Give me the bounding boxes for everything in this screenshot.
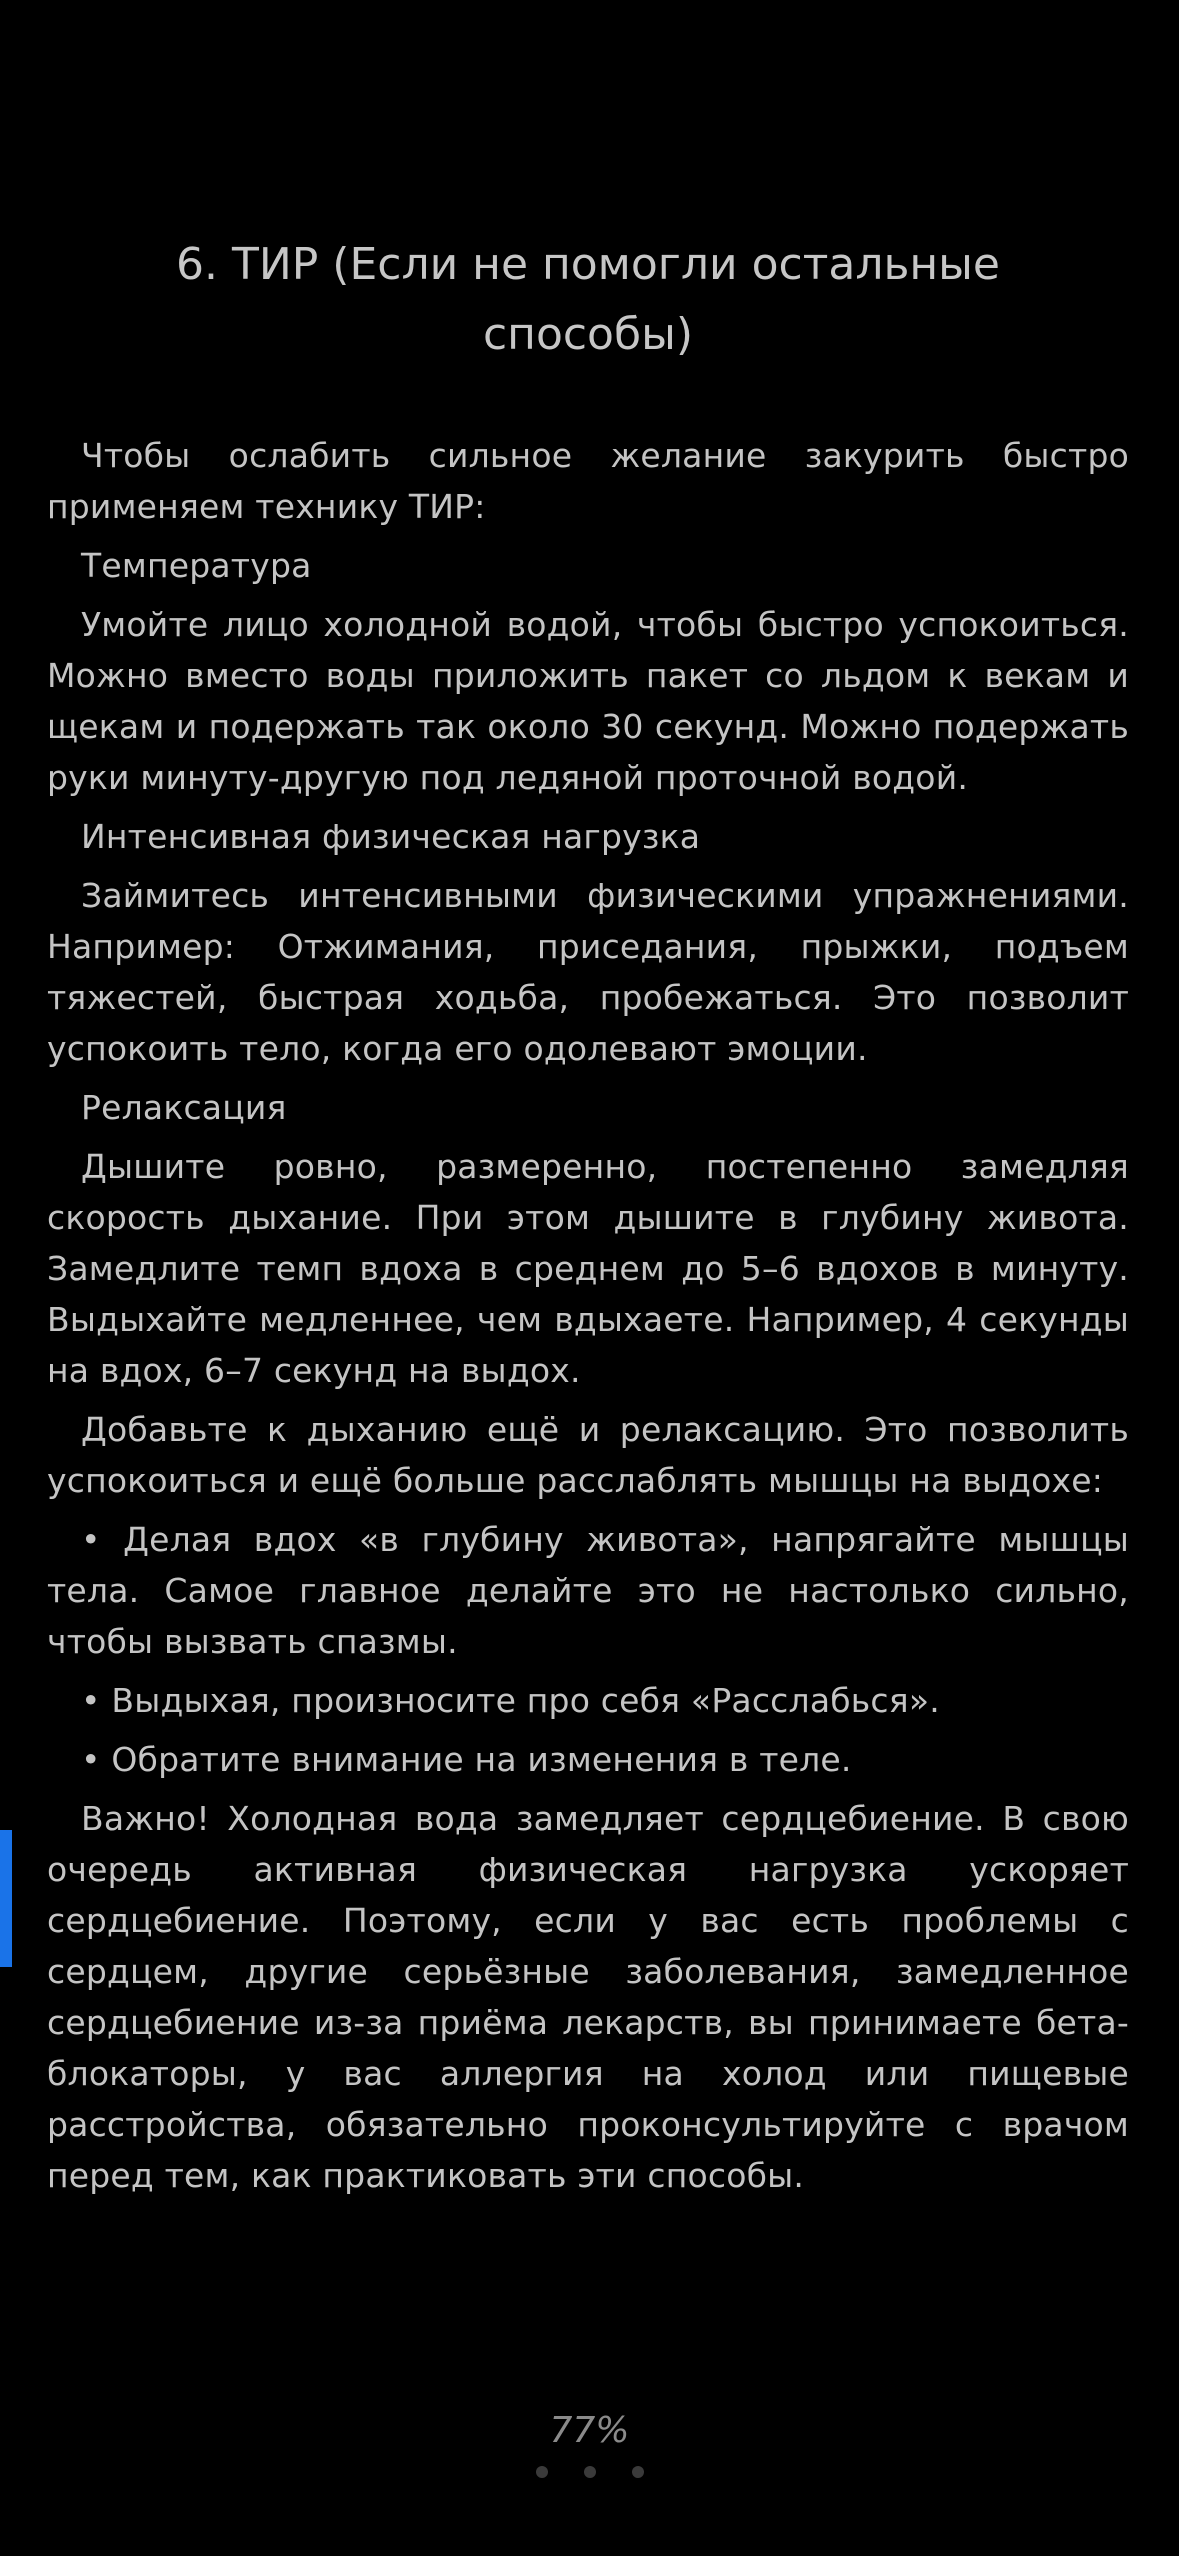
paragraph-heading-exercise: Интенсивная физическая нагрузка <box>81 817 701 856</box>
page-dot <box>632 2466 644 2478</box>
chapter-title: 6. ТИР (Если не помогли остальные способы) <box>176 239 1000 360</box>
paragraph-exercise: Займитесь интенсивными физическими упражнениями. Например: Отжимания, приседания, прыжки, подъем тяжестей, быстрая ходьба, пробежаться. Это позволит успокоить тело, когда его одолевают эмоции. <box>47 876 1129 1068</box>
bookmark-marker[interactable] <box>0 1830 12 1967</box>
bullet-item: • Обратите внимание на изменения в теле. <box>81 1740 852 1779</box>
reading-progress: 77% <box>549 2410 630 2451</box>
paragraph-breathing: Дышите ровно, размеренно, постепенно замедляя скорость дыхание. При этом дышите в глубину живота. Замедлите темп вдоха в среднем до 5–6 вдохов в минуту. Выдыхайте медленнее, чем вдыхаете. Например, 4 секунды на вдох, 6–7 секунд на выдох. <box>47 1147 1129 1390</box>
page-dot <box>536 2466 548 2478</box>
bullet-item: • Выдыхая, произносите про себя «Расслабься». <box>81 1681 940 1720</box>
paragraph-warning: Важно! Холодная вода замедляет сердцебиение. В свою очередь активная физическая нагрузка ускоряет сердцебиение. Поэтому, если у вас есть проблемы с сердцем, другие серьёзные заболевания, замедленное сердцебиение из-за приёма лекарств, вы принимаете бета-блокаторы, у вас аллергия на холод или пищевые расстройства, обязательно проконсультируйте с врачом перед тем, как практиковать эти способы. <box>47 1799 1129 2195</box>
paragraph-temperature: Умойте лицо холодной водой, чтобы быстро успокоиться. Можно вместо воды приложить пакет со льдом к векам и щекам и подержать так около 30 секунд. Можно подержать руки минуту-другую под ледяной проточной водой. <box>47 605 1129 797</box>
paragraph-heading-relaxation: Релаксация <box>81 1088 287 1127</box>
paragraph-intro: Чтобы ослабить сильное желание закурить быстро применяем технику ТИР: <box>47 436 1129 526</box>
page-dot <box>584 2466 596 2478</box>
page-indicator[interactable] <box>0 2466 1179 2478</box>
paragraph-heading-temperature: Температура <box>81 546 312 585</box>
reader-page <box>47 230 1129 2209</box>
bullet-item: • Делая вдох «в глубину живота», напрягайте мышцы тела. Самое главное делайте это не настолько сильно, чтобы вызвать спазмы. <box>47 1520 1129 1661</box>
paragraph-relaxation: Добавьте к дыханию ещё и релаксацию. Это позволить успокоиться и ещё больше расслаблять мышцы на выдохе: <box>47 1410 1129 1500</box>
